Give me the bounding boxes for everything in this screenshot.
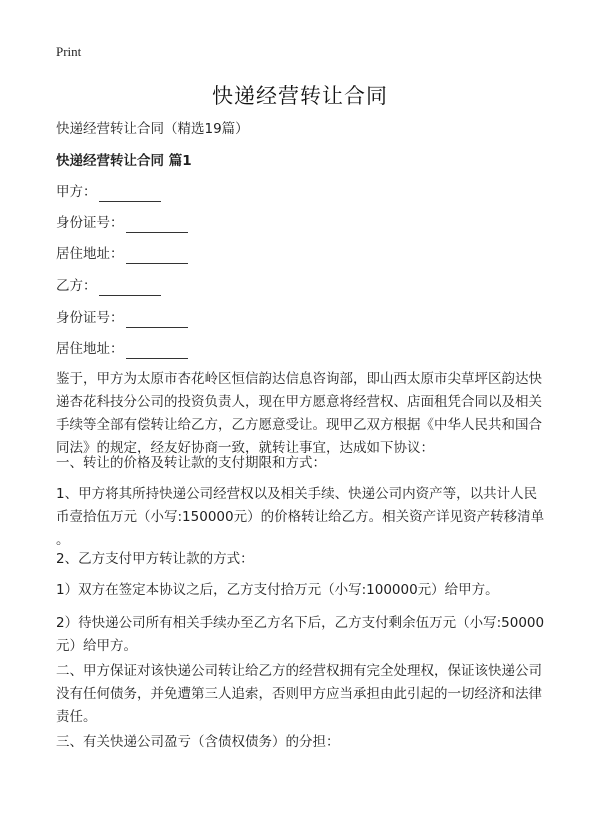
document-title: 快递经营转让合同 bbox=[212, 84, 388, 108]
clause-1-2-2: 2）待快递公司所有相关手续办至乙方名下后，乙方支付剩余伍万元（小写:50000 元）给甲方。 bbox=[56, 615, 545, 654]
party-a-id-field bbox=[56, 213, 188, 233]
blank-line bbox=[126, 313, 188, 328]
clause-1-1: 1、甲方将其所持快递公司经营权以及相关手续、快递公司内资产等，以共计人民 币壹拾伍万元（小写:150000元）的价格转让给乙方。相关资产详见资产转移清单 。 bbox=[56, 486, 545, 548]
blank-line bbox=[126, 249, 188, 264]
field-label: 乙方： bbox=[56, 278, 97, 294]
document-subtitle: 快递经营转让合同（精选19篇） bbox=[56, 121, 249, 137]
section-heading: 快递经营转让合同 篇1 bbox=[56, 153, 192, 169]
party-a-address-field bbox=[56, 244, 188, 264]
party-b-address-field bbox=[56, 339, 188, 359]
recital-paragraph: 鉴于，甲方为太原市杏花岭区恒信韵达信息咨询部，即山西太原市尖草坪区韵达快 递杏花科技分公司的投资负责人，现在甲方愿意将经营权、店面租凭合同以及相关 手续等全部有偿转让给乙方，乙方愿意受让。现甲乙双方根据《中华人民共和国合 同法》的规定，经友好协商一致，就转让事宜，达成如下协议： bbox=[56, 371, 542, 456]
clause-1-2-1: 1）双方在签定本协议之后，乙方支付拾万元（小写:100000元）给甲方。 bbox=[56, 582, 499, 598]
field-label: 居住地址： bbox=[56, 246, 124, 262]
clause-1-2: 2、乙方支付甲方转让款的方式： bbox=[56, 551, 254, 567]
clause-heading-3: 三、有关快递公司盈亏（含债权债务）的分担： bbox=[56, 734, 340, 750]
field-label: 身份证号： bbox=[56, 215, 124, 231]
blank-line bbox=[126, 218, 188, 233]
clause-heading-1: 一、转让的价格及转让款的支付期限和方式： bbox=[56, 455, 326, 471]
blank-line bbox=[99, 281, 161, 296]
field-label: 居住地址： bbox=[56, 341, 124, 357]
party-b-id-field bbox=[56, 308, 188, 328]
print-link[interactable]: Print bbox=[56, 44, 82, 59]
party-b-field bbox=[56, 276, 161, 296]
clause-heading-2: 二、甲方保证对该快递公司转让给乙方的经营权拥有完全处理权，保证该快递公司 没有任何债务，并免遭第三人追索，否则甲方应当承担由此引起的一切经济和法律 责任。 bbox=[56, 663, 542, 725]
field-label: 身份证号： bbox=[56, 310, 124, 326]
field-label: 甲方： bbox=[56, 184, 97, 200]
party-a-field bbox=[56, 182, 161, 202]
blank-line bbox=[126, 344, 188, 359]
blank-line bbox=[99, 187, 161, 202]
